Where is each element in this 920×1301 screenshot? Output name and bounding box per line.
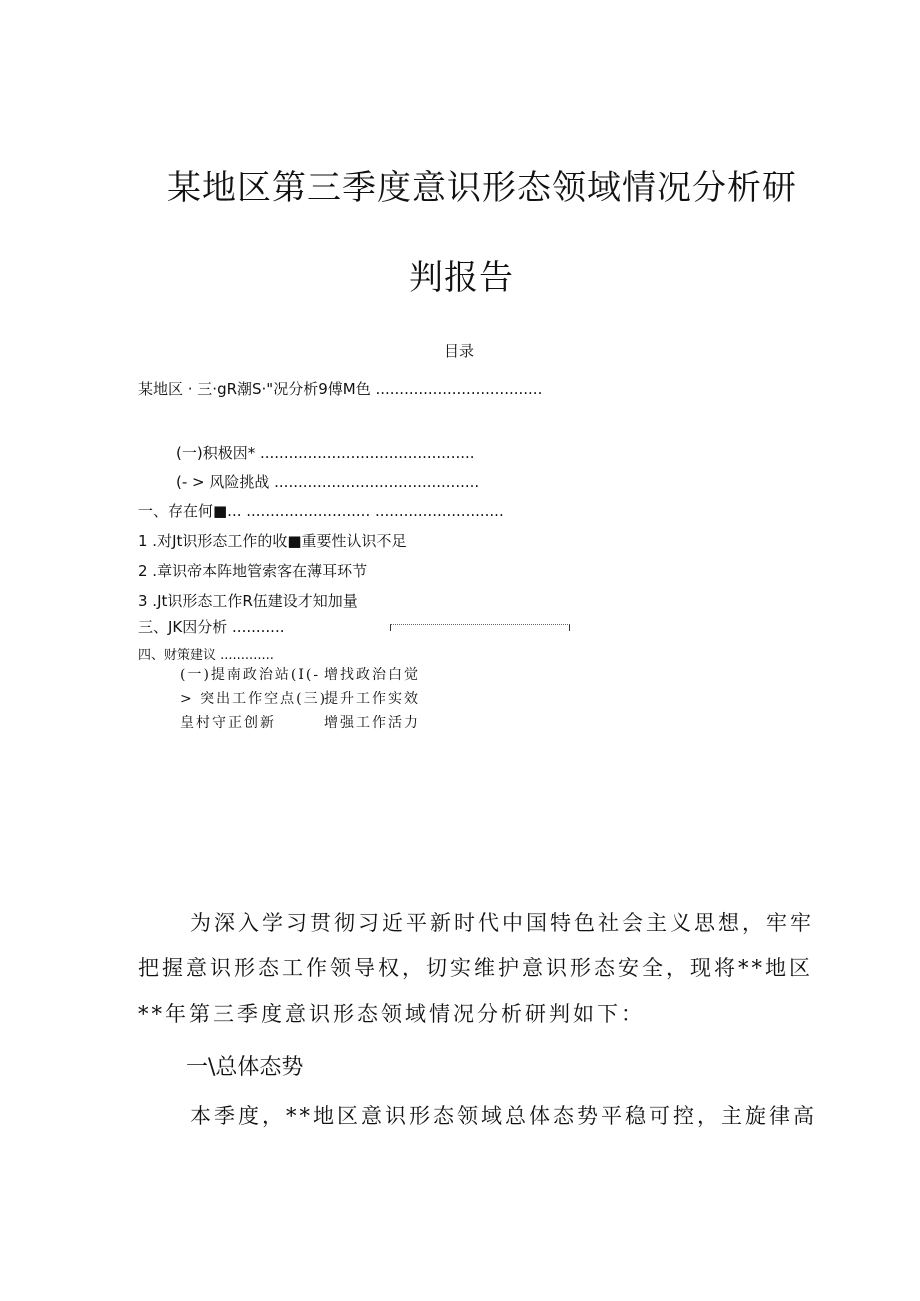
document-title-line1: 某地区第三季度意识形态领域情况分析研 — [167, 168, 797, 208]
toc-entry[interactable]: 四、财策建议 ............. — [138, 648, 274, 663]
toc-entry[interactable]: 某地区 · 三·gR潮S·"况分析9傅M色 ................................... — [138, 380, 543, 398]
toc-suggestion-left: (一)提南政治站(I(- — [180, 667, 321, 683]
toc-suggestion-right: 增强工作活力 — [324, 715, 420, 731]
intro-paragraph-line: 把握意识形态工作领导权，切实维护意识形态安全，现将**地区 — [138, 956, 813, 980]
intro-paragraph-line: 为深入学习贯彻习近平新时代中国特色社会主义思想，牢牢 — [190, 911, 814, 935]
toc-suggestion-left: 皇村守正创新 — [180, 715, 276, 731]
toc-heading: 目录 — [444, 342, 475, 360]
document-title-line2: 判报告 — [409, 258, 514, 298]
toc-entry[interactable]: 2 .章识帝本阵地管索客在薄耳环节 — [138, 562, 368, 580]
section-heading: 一\总体态势 — [186, 1055, 304, 1080]
toc-entry[interactable]: (一)积极因* ............................................. — [176, 444, 475, 462]
dotted-leader-box — [390, 624, 570, 631]
section-paragraph-line: 本季度，**地区意识形态领域总体态势平稳可控，主旋律高 — [190, 1104, 817, 1128]
toc-suggestion-right: 增找政治白觉 — [324, 667, 420, 683]
toc-entry[interactable]: 三、JK因分析 ........... — [138, 618, 285, 636]
toc-entry[interactable]: 1 .对Jt识形态工作的收■重要性认识不足 — [138, 532, 407, 550]
toc-suggestion-left: > 突出工作空点(三) — [180, 691, 328, 707]
intro-paragraph-line: **年第三季度意识形态领域情况分析研判如下： — [138, 1002, 645, 1026]
toc-entry[interactable]: 一、存在何■... .......................... ........................... — [138, 502, 504, 520]
toc-entry[interactable]: 3 .Jt识形态工作R伍建设才知加量 — [138, 592, 358, 610]
toc-suggestion-right: 提升工作实效 — [324, 691, 420, 707]
toc-entry[interactable]: (- > 风险挑战 ........................................... — [176, 473, 480, 491]
